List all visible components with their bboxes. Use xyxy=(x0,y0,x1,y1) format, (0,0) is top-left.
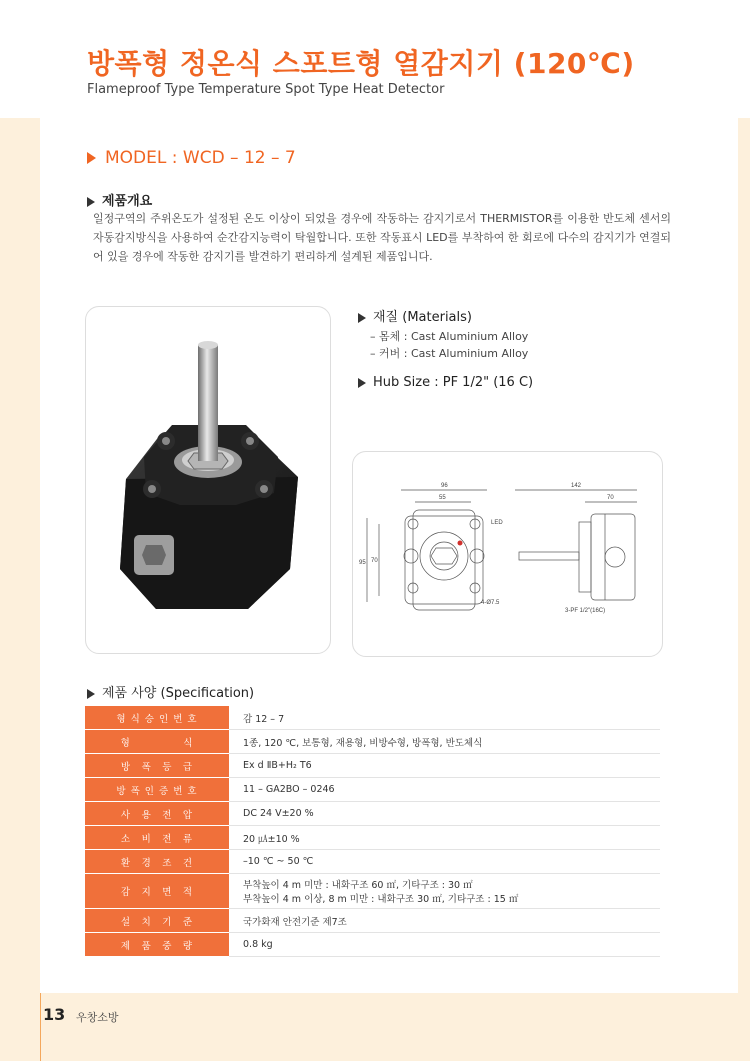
dim-142: 142 xyxy=(571,483,582,489)
spec-value xyxy=(229,874,660,909)
spec-value: 1종, 120 ℃, 보통형, 재용형, 비방수형, 방폭형, 반도체식 xyxy=(229,730,660,754)
dim-95: 95 xyxy=(359,560,366,566)
triangle-bullet-icon xyxy=(358,313,366,323)
triangle-bullet-icon xyxy=(358,378,366,388)
table-row xyxy=(85,874,660,909)
table-row xyxy=(85,730,660,754)
detector-photo-illustration xyxy=(86,307,330,653)
dimension-drawing xyxy=(353,452,662,656)
company-name: 우창소방 xyxy=(76,1011,119,1024)
materials-heading xyxy=(358,306,472,325)
technical-drawing xyxy=(352,451,663,657)
overview-heading xyxy=(87,190,152,209)
spec-value: DC 24 V±20 % xyxy=(229,802,660,826)
spec-key: 감 지 면 적 xyxy=(85,874,229,909)
overview-heading-label: 제품개요 xyxy=(102,194,153,209)
spec-key: 형 식 승 인 번 호 xyxy=(85,706,229,730)
dim-96: 96 xyxy=(441,483,448,489)
triangle-bullet-icon xyxy=(87,152,96,164)
left-gutter xyxy=(0,118,40,1061)
spec-value: 20 ㎂±10 % xyxy=(229,826,660,850)
hub-thread-label: 3-PF 1/2"(16C) xyxy=(565,608,606,614)
spec-value: 감 12 – 7 xyxy=(229,706,660,730)
material-item-body: – 몸체 : Cast Aluminium Alloy xyxy=(370,330,529,343)
hub-size xyxy=(358,375,533,390)
overview-text: 일정구역의 주위온도가 설정된 온도 이상이 되었을 경우에 작동하는 감지기로서 THERMISTOR를 이용한 반도체 센서의 자동감지방식을 사용하여 순간감지능력이 탁월합니다. 또한 작동표시 LED를 부착하여 한 회로에 다수의 감지기가 연결되어 있을 경우에 작동한 감지기를 발견하기 편리하게 설계된 제품입니다. xyxy=(93,212,671,263)
model-heading xyxy=(87,148,296,168)
spec-table xyxy=(85,706,660,957)
page-subtitle: Flameproof Type Temperature Spot Type Heat Detector xyxy=(87,82,445,97)
spec-key: 형 식 xyxy=(85,730,229,754)
spec-key: 방 폭 등 급 xyxy=(85,754,229,778)
footer-divider xyxy=(40,993,41,1061)
table-row xyxy=(85,802,660,826)
spec-key: 사 용 전 압 xyxy=(85,802,229,826)
spec-value: 국가화재 안전기준 제7조 xyxy=(229,909,660,933)
table-row xyxy=(85,778,660,802)
spec-heading xyxy=(87,682,254,701)
product-photo xyxy=(85,306,331,654)
spec-value: 11 – GA2BO – 0246 xyxy=(229,778,660,802)
led-label: LED xyxy=(491,520,503,526)
dim-70-side: 70 xyxy=(607,495,614,501)
spec-key: 방 폭 인 증 번 호 xyxy=(85,778,229,802)
spec-key: 설 치 기 준 xyxy=(85,909,229,933)
spec-value-line: 부착높이 4 m 미만 : 내화구조 60 ㎡, 기타구조 : 30 ㎡ xyxy=(243,880,473,891)
hole-label: 4-Ø7.5 xyxy=(481,600,500,606)
table-row xyxy=(85,933,660,957)
table-row xyxy=(85,826,660,850)
spec-key: 제 품 중 량 xyxy=(85,933,229,957)
spec-value: Ex d ⅡB+H₂ T6 xyxy=(229,754,660,778)
table-row xyxy=(85,909,660,933)
triangle-bullet-icon xyxy=(87,197,95,207)
page-title: 방폭형 정온식 스포트형 열감지기 (120℃) xyxy=(87,47,635,80)
materials-heading-label: 재질 (Materials) xyxy=(373,310,472,325)
material-item-cover: – 커버 : Cast Aluminium Alloy xyxy=(370,347,529,360)
spec-value-line: 부착높이 4 m 이상, 8 m 미만 : 내화구조 30 ㎡, 기타구조 : 15 ㎡ xyxy=(243,894,519,905)
model-label: MODEL : WCD – 12 – 7 xyxy=(105,148,296,168)
spec-key: 환 경 조 건 xyxy=(85,850,229,874)
spec-value: –10 ℃ ~ 50 ℃ xyxy=(229,850,660,874)
page-number: 13 xyxy=(43,1005,66,1024)
table-row xyxy=(85,850,660,874)
hub-size-label: Hub Size : PF 1/2" (16 C) xyxy=(373,375,534,390)
spec-key: 소 비 전 류 xyxy=(85,826,229,850)
triangle-bullet-icon xyxy=(87,689,95,699)
dim-70-front: 70 xyxy=(371,558,378,564)
spec-value: 0.8 kg xyxy=(229,933,660,957)
spec-heading-label: 제품 사양 (Specification) xyxy=(102,686,255,701)
dim-55: 55 xyxy=(439,495,446,501)
table-row xyxy=(85,706,660,730)
table-row xyxy=(85,754,660,778)
